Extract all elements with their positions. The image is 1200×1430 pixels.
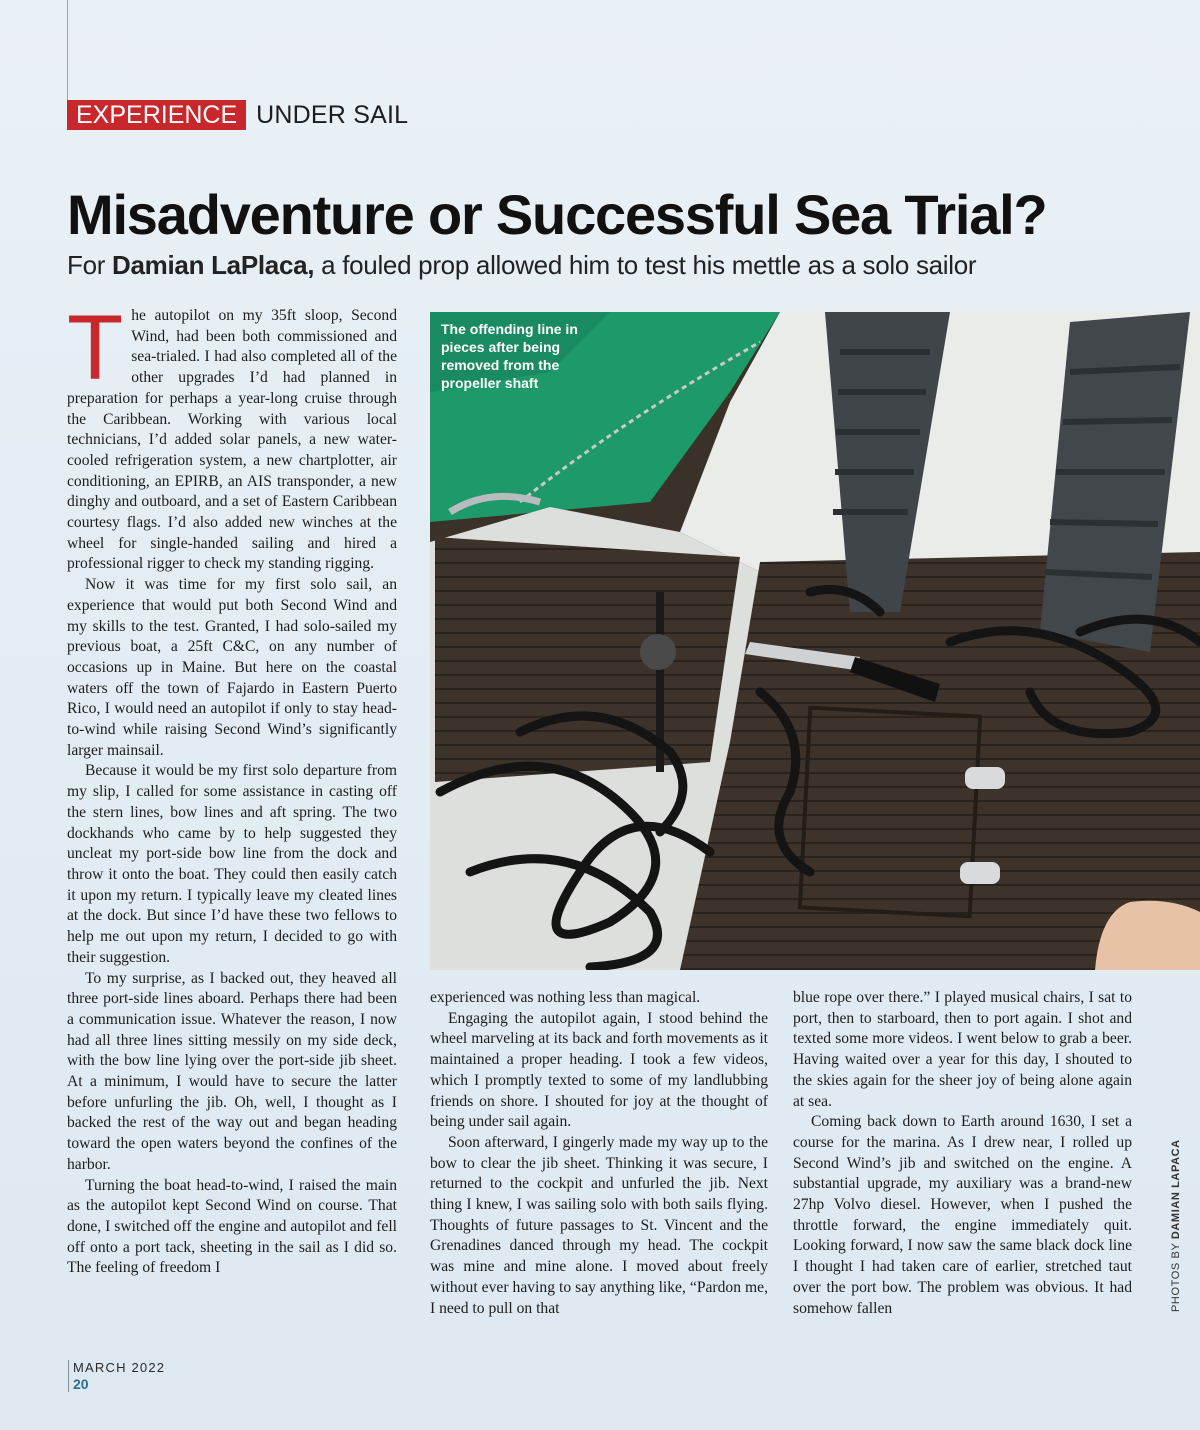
body-column-3 (793, 988, 1132, 1319)
photo-caption: The offending line in pieces after being removed from the propeller shaft (441, 321, 578, 391)
paragraph-text: he autopilot on my 35ft sloop, Second Wind, had been both commissioned and sea-trialed. I had also completed all of the other upgrades I’d had planned in preparation for perhaps a year-long cruise through the Caribbean. Working with various local technicians, I’d added solar panels, a new water-cooled refrigeration system, a new chartplotter, air conditioning, an EPIRB, an AIS transponder, a new dinghy and outboard, and a set of Eastern Caribbean courtesy flags. I’d also added new winches at the wheel for single-handed sailing and hired a professional rigger to check my standing rigging. (67, 307, 397, 573)
paragraph (67, 297, 397, 575)
paragraph: experienced was nothing less than magical. (430, 989, 701, 1006)
page-footer (68, 1360, 165, 1392)
page-number: 20 (73, 1376, 89, 1392)
teak-deck-left (435, 537, 740, 782)
section-label: EXPERIENCE (67, 100, 246, 130)
paragraph: Now it was time for my first solo sail, an experience that would put both Second Wind and my skills to the test. Granted, I had solo-sailed my previous boat, a 25ft C&C, on any number of occasions up in Maine. But here on the coastal waters off the town of Fajardo in Eastern Puerto Rico, I would need an autopilot if only to stay head-to-wind while raising Second Wind’s significantly larger mainsail. (67, 576, 397, 759)
credit-prefix: PHOTOS BY (1170, 1239, 1182, 1312)
author-name: Damian LaPlaca, (112, 250, 315, 280)
paragraph: Engaging the autopilot again, I stood behind the wheel marveling at its back and forth movements as it maintained a proper heading. I took a few videos, which I promptly texted to some of my landlubbing friends on shore. I shouted for joy at the thought of being under sail again. (430, 1009, 768, 1131)
article-title: Misadventure or Successful Sea Trial? (67, 183, 1047, 246)
article-deck (67, 250, 976, 281)
subsection-label: UNDER SAIL (256, 100, 409, 129)
feature-photo (430, 312, 1200, 970)
paragraph: Turning the boat head-to-wind, I raised the main as the autopilot kept Second Wind on course. That done, I switched off the engine and autopilot and fell off onto a port tack, sheeting in the sail as I did so. The feeling of freedom I (67, 1176, 397, 1277)
photo-credit (1170, 1139, 1182, 1312)
photo-illustration (430, 312, 1200, 970)
paragraph: blue rope over there.” I played musical chairs, I sat to port, then to starboard, then to port again. I shot and texted some more videos. I went below to grab a beer. Having waited over a year for this day, I shouted to the skies again for the sheer joy of being alone again at sea. (793, 989, 1132, 1110)
body-column-2 (430, 988, 768, 1319)
credit-name: DAMIAN LAPACA (1170, 1139, 1182, 1240)
issue-date: MARCH 2022 (73, 1360, 166, 1375)
paragraph: Soon afterward, I gingerly made my way up to the bow to clear the jib sheet. Thinking it was secure, I returned to the cockpit and unfurled the jib. Next thing I knew, I was sailing solo with both sails flying. Thoughts of future passages to St. Vincent and the Grenadines danced through my head. The cockpit was mine and mine alone. I moved about freely without ever having to say anything like, “Pardon me, I need to pull on that (430, 1133, 768, 1317)
drop-cap: T (67, 297, 124, 399)
section-tag (67, 100, 408, 130)
paragraph: Coming back down to Earth around 1630, I set a course for the marina. As I drew near, I rolled up Second Wind’s jib and switched on the engine. A substantial upgrade, my auxiliary was a brand-new 27hp Volvo diesel. However, when I pushed the throttle forward, the engine immediately quit. Looking forward, I now saw the same black dock line I thought I had taken care of earlier, stretched taut over the port bow. The problem was obvious. It had somehow fallen (793, 1113, 1132, 1317)
body-column-1 (67, 297, 397, 1279)
paragraph: Because it would be my first solo departure from my slip, I called for some assistance in casting off the stern lines, bow lines and aft spring. The two dockhands who came by to help suggested they uncleat my port-side bow line from the dock and throw it onto the boat. They could then easily catch it upon my return. I typically leave my cleated lines at the dock. But since I’d have these two fellows to help me out upon my return, I decided to go with their suggestion. (67, 762, 397, 966)
deck-rest: a fouled prop allowed him to test his mettle as a solo sailor (314, 250, 977, 280)
deck-prefix: For (67, 250, 113, 280)
paragraph: To my surprise, as I backed out, they heaved all three port-side lines aboard. Perhaps there had been a communication issue. Whatever the reason, I now had all three lines sitting messily on my side deck, with the bow line lying over the port-side jib sheet. At a minimum, I would have to secure the latter before unfurling the jib. Oh, well, I thought as I backed the rest of the way out and began heading toward the open waters beyond the confines of the harbor. (67, 969, 397, 1173)
